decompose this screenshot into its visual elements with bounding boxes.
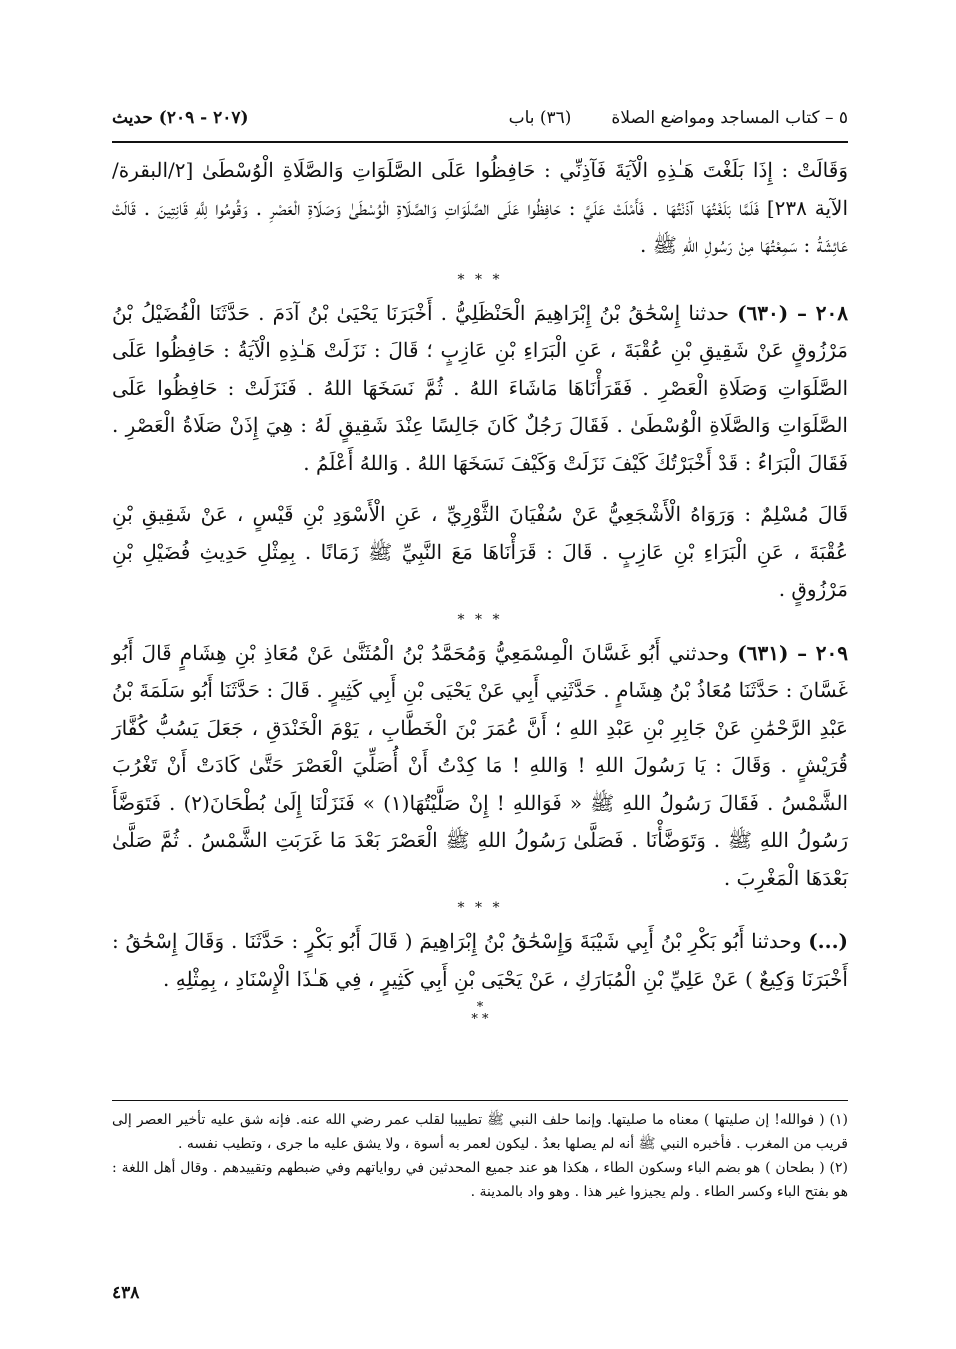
main-text bbox=[112, 152, 848, 1028]
hadith-208 bbox=[112, 295, 848, 483]
hadith-209 bbox=[112, 635, 848, 898]
footnote-2: (٢) ( بطحان ) هو بضم الباء وسكون الطاء ، هكذا هو عند جميع المحدثين في رواياتهم وفي ضبطهم وتقييدهم . وقال أهل اللغة : هو بفتح الباء وكسر الطاء . ولم يجيزوا غير هذا . وهو واد بالمدينة . bbox=[112, 1160, 848, 1200]
hadith-variant-number: (...) bbox=[808, 929, 849, 953]
footnote-1: (١) ( فوالله! إن صليتها ) معناه ما صليتها. وإنما حلف النبي ﷺ تطييبا لقلب عمر رضي الله عنه. فإنه شق عليه تأخير العصر إلى قريب من المغرب . فأخبره النبي ﷺ أنه لم يصلها بعدُ . ليكون لعمر به أسوة ، ولا يشق عليه ما جرى ، وتطيب نفسه . bbox=[112, 1112, 848, 1152]
running-header bbox=[112, 108, 848, 138]
paragraph-aisha: وَقَالَتْ : إِذَا بَلَغْتَ هَـٰذِهِ الْآيَةَ فَآذِنِّي : حَافِظُوا عَلَى الصَّلَوَاتِ وَالصَّلَاةِ الْوُسْطَىٰ [٢/البقرة/الآية ٢٣٨] فَلَمَّا بَلَغْتُهَا آذَنْتُهَا . فَأَمْلَتْ عَلَيَّ : حَافِظُوا عَلَى الصَّلَوَاتِ وَالصَّلَاةِ الْوُسْطَىٰ وَصَلَاةِ الْعَصْرِ . وَقُومُوا لِلَّهِ قَانِتِينَ . قَالَتْ عَائِشَةُ : سَمِعْتُهَا مِنْ رَسُولِ اللهِ ﷺ . bbox=[112, 158, 848, 257]
separator-stars: * * * bbox=[457, 900, 503, 916]
hadith-209-text: وحدثني أَبُو غَسَّانَ الْمِسْمَعِيُّ وَمُحَمَّدُ بْنُ الْمُثَنَّىٰ عَنْ مُعَاذِ بْنِ هِشَامٍ قَالَ أَبُو غَسَّانَ : حَدَّثَنَا مُعَاذُ بْنُ هِشَامٍ . حَدَّثَنِي أَبِي عَنْ يَحْيَى بْنِ أَبِي كَثِيرٍ . قَالَ : حَدَّثَنَا أَبُو سَلَمَةَ بْنُ عَبْدِ الرَّحْمَٰنِ عَنْ جَابِرِ بْنِ عَبْدِ اللهِ ؛ أَنَّ عُمَرَ بْنَ الْخَطَّابِ ، يَوْمَ الْخَنْدَقِ ، جَعَلَ يَسُبُّ كُفَّارَ قُرَيْشٍ . وَقَالَ : يَا رَسُولَ اللهِ ! وَاللهِ ! مَا كِدْتُ أَنْ أُصَلِّيَ الْعَصْرَ حَتَّىٰ كَادَتْ أَنْ تَغْرُبَ الشَّمْسُ . فَقَالَ رَسُولُ اللهِ ﷺ « فَوَاللهِ ! إِنْ صَلَّيْتُهَا(١) » فَنَزَلْنَا إِلَىٰ بُطْحَانَ(٢) . فَتَوَضَّأَ رَسُولُ اللهِ ﷺ . وَتَوَضَّأْنَا . فَصَلَّىٰ رَسُولُ اللهِ ﷺ الْعَصْرَ بَعْدَ مَا غَرَبَتِ الشَّمْسُ . ثُمَّ صَلَّىٰ بَعْدَهَا الْمَغْرِبَ . bbox=[112, 640, 848, 890]
separator-stars: * * * bbox=[457, 611, 503, 628]
muslim-note: قَالَ مُسْلِمٌ : وَرَوَاهُ الْأَشْجَعِيُّ عَنْ سُفْيَانَ الثَّوْرِيِّ ، عَنِ الْأَسْوَدِ بْنِ قَيْسٍ ، عَنْ شَقِيقِ بْنِ عُقْبَةَ ، عَنِ الْبَرَاءِ بْنِ عَازِبٍ . قَالَ : قَرَأْنَاهَا مَعَ النَّبِيِّ ﷺ زَمَانًا . بِمِثْلِ حَدِيثِ فُضَيْلِ بْنِ مَرْزُوقٍ . bbox=[112, 502, 848, 601]
hadith-209-variant bbox=[112, 923, 848, 998]
footnotes bbox=[112, 1108, 848, 1204]
footnote-rule bbox=[112, 1100, 848, 1101]
page-number: ٤٣٨ bbox=[112, 1283, 140, 1303]
header-right bbox=[509, 108, 848, 128]
hadith-208-number: ٢٠٨ – (٦٣٠) bbox=[737, 300, 849, 325]
hadith-208-text: حدثنا إِسْحَٰقُ بْنُ إِبْرَاهِيمَ الْحَنْظَلِيُّ . أَخْبَرَنَا يَحْيَىٰ بْنُ آدَمَ . حَدَّثَنَا الْفُضَيْلُ بْنُ مَرْزُوقٍ عَنْ شَقِيقِ بْنِ عُقْبَةَ ، عَنِ الْبَرَاءِ بْنِ عَازِبٍ ؛ قَالَ : نَزَلَتْ هَـٰذِهِ الْآيَةُ : حَافِظُوا عَلَى الصَّلَوَاتِ وَصَلَاةِ الْعَصْرِ . فَقَرَأْنَاهَا مَاشَاءَ اللهُ . ثُمَّ نَسَخَهَا اللهُ . فَنَزَلَتْ : حَافِظُوا عَلَى الصَّلَوَاتِ وَالصَّلَاةِ الْوُسْطَىٰ . فَقَالَ رَجُلٌ كَانَ جَالِسًا عِنْدَ شَقِيقٍ لَهُ : هِيَ إِذَنْ صَلَاةُ الْعَصْرِ . فَقَالَ الْبَرَاءُ : قَدْ أَخْبَرْتُكَ كَيْفَ نَزَلَتْ وَكَيْفَ نَسَخَهَا اللهُ . وَاللهُ أَعْلَمُ . bbox=[112, 300, 848, 475]
header-rule bbox=[112, 141, 848, 143]
closing-asterism: * * * bbox=[471, 1000, 489, 1027]
bab-title: (٣٦) باب bbox=[508, 108, 572, 128]
hadith-variant-text: وحدثنا أَبُو بَكْرِ بْنُ أَبِي شَيْبَةَ وَإِسْحَٰقُ بْنُ إِبْرَاهِيمَ ( قَالَ أَبُو بَكْرٍ : حَدَّثَنَا . وَقَالَ إِسْحَٰقُ : أَخْبَرَنَا وَكِيعٌ ) عَنْ عَلِيِّ بْنِ الْمُبَارَكِ ، عَنْ يَحْيَى بْنِ أَبِي كَثِيرٍ ، فِي هَـٰذَا الْإِسْنَادِ ، بِمِثْلِهِ . bbox=[112, 929, 848, 991]
separator-stars: * * * bbox=[457, 271, 503, 288]
chapter-title: ٥ – كتاب المساجد ومواضع الصلاة bbox=[611, 108, 848, 128]
hadith-range: (٢٠٧ - ٢٠٩) حديث bbox=[112, 108, 249, 128]
hadith-209-number: ٢٠٩ – (٦٣١) bbox=[737, 640, 849, 665]
